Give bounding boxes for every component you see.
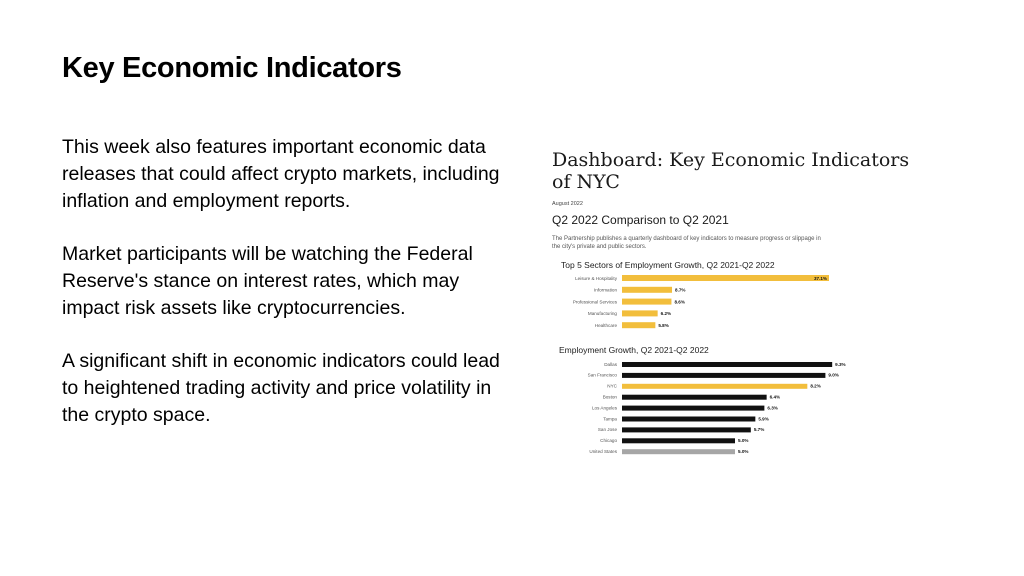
chart-2-value-dallas: 9.3%	[835, 361, 846, 367]
chart-2-category-san-francisco: San Francisco	[587, 372, 617, 378]
chart-1-value-information: 8.7%	[675, 287, 686, 293]
chart-1-value-manufacturing: 6.2%	[660, 311, 672, 317]
chart-2-category-tampa: Tampa	[603, 416, 617, 422]
chart-2-bar-tampa	[622, 417, 755, 422]
chart-2-value-san-francisco: 9.0%	[828, 372, 839, 378]
chart-1-value-professional-services: 8.6%	[674, 299, 685, 305]
chart-2-bar-chicago	[622, 438, 735, 443]
chart-1-bar-information	[622, 287, 672, 293]
chart-2-bar-united-states	[622, 449, 735, 454]
body-text	[62, 134, 512, 455]
chart-1-title: Top 5 Sectors of Employment Growth, Q2 2021-Q2 2022	[561, 260, 775, 270]
chart-1-value-leisure-hospitality: 37.1%	[813, 275, 827, 281]
chart-1-category-leisure-hospitality: Leisure & Hospitality	[575, 275, 617, 281]
paragraph-volatility: A significant shift in economic indicators could lead to heightened trading activity and price volatility in the crypto space.	[62, 350, 500, 426]
chart-2-value-nyc: 8.2%	[810, 383, 821, 389]
chart-2-category-dallas: Dallas	[604, 361, 617, 367]
chart-1-category-professional-services: Professional Services	[572, 299, 617, 305]
chart-2-bar-dallas	[622, 362, 832, 367]
chart-2-value-chicago: 5.0%	[738, 438, 749, 444]
chart-2-bar-nyc	[622, 384, 807, 389]
dashboard-date: August 2022	[552, 201, 583, 207]
chart-1-bar-professional-services	[622, 299, 671, 305]
chart-2-category-san-jose: San Jose	[597, 427, 617, 433]
slide-title: Key Economic Indicators	[62, 52, 402, 84]
chart-2-title: Employment Growth, Q2 2021-Q2 2022	[559, 345, 709, 355]
dashboard-charts	[548, 145, 948, 465]
chart-2-value-united-states: 5.0%	[738, 449, 749, 454]
chart-2-bar-san-jose	[622, 427, 751, 432]
dashboard-title: Dashboard: Key Economic Indicators of NYC	[552, 149, 910, 193]
chart-1-category-manufacturing: Manufacturing	[587, 311, 617, 317]
dashboard-description: The Partnership publishes a quarterly dashboard of key indicators to measure progress or slippage in the city's private and public sectors.	[552, 236, 821, 250]
chart-1-category-healthcare: Healthcare	[594, 323, 617, 328]
chart-2-category-nyc: NYC	[607, 383, 617, 389]
chart-1-bar-manufacturing	[622, 310, 658, 316]
paragraph-federal-reserve: Market participants will be watching the Federal Reserve's stance on interest rates, which may impact risk assets like cryptocurrencies.	[62, 243, 473, 319]
chart-2-category-boston: Boston	[602, 394, 617, 400]
chart-2-value-san-jose: 5.7%	[753, 427, 765, 433]
chart-2-category-los-angeles: Los Angeles	[591, 405, 617, 411]
chart-2-bar-san-francisco	[622, 373, 825, 378]
chart-1-value-healthcare: 5.8%	[658, 323, 669, 328]
paragraph-economic-data: This week also features important economic data releases that could affect crypto markets, including inflation and employment reports.	[62, 136, 500, 212]
chart-2-value-tampa: 5.9%	[758, 416, 769, 422]
chart-2-value-boston: 6.4%	[769, 394, 781, 400]
chart-2-bar-los-angeles	[622, 406, 764, 411]
chart-2-bar-boston	[622, 395, 767, 400]
chart-1-bar-leisure-hospitality	[622, 275, 829, 281]
chart-2-category-chicago: Chicago	[600, 438, 617, 444]
chart-2-category-united-states: United States	[589, 449, 617, 454]
chart-2-value-los-angeles: 6.3%	[767, 405, 778, 411]
chart-1-bar-healthcare	[622, 322, 655, 328]
chart-1-category-information: Information	[594, 287, 617, 293]
dashboard-image	[548, 145, 948, 465]
dashboard-subtitle: Q2 2022 Comparison to Q2 2021	[552, 213, 729, 227]
